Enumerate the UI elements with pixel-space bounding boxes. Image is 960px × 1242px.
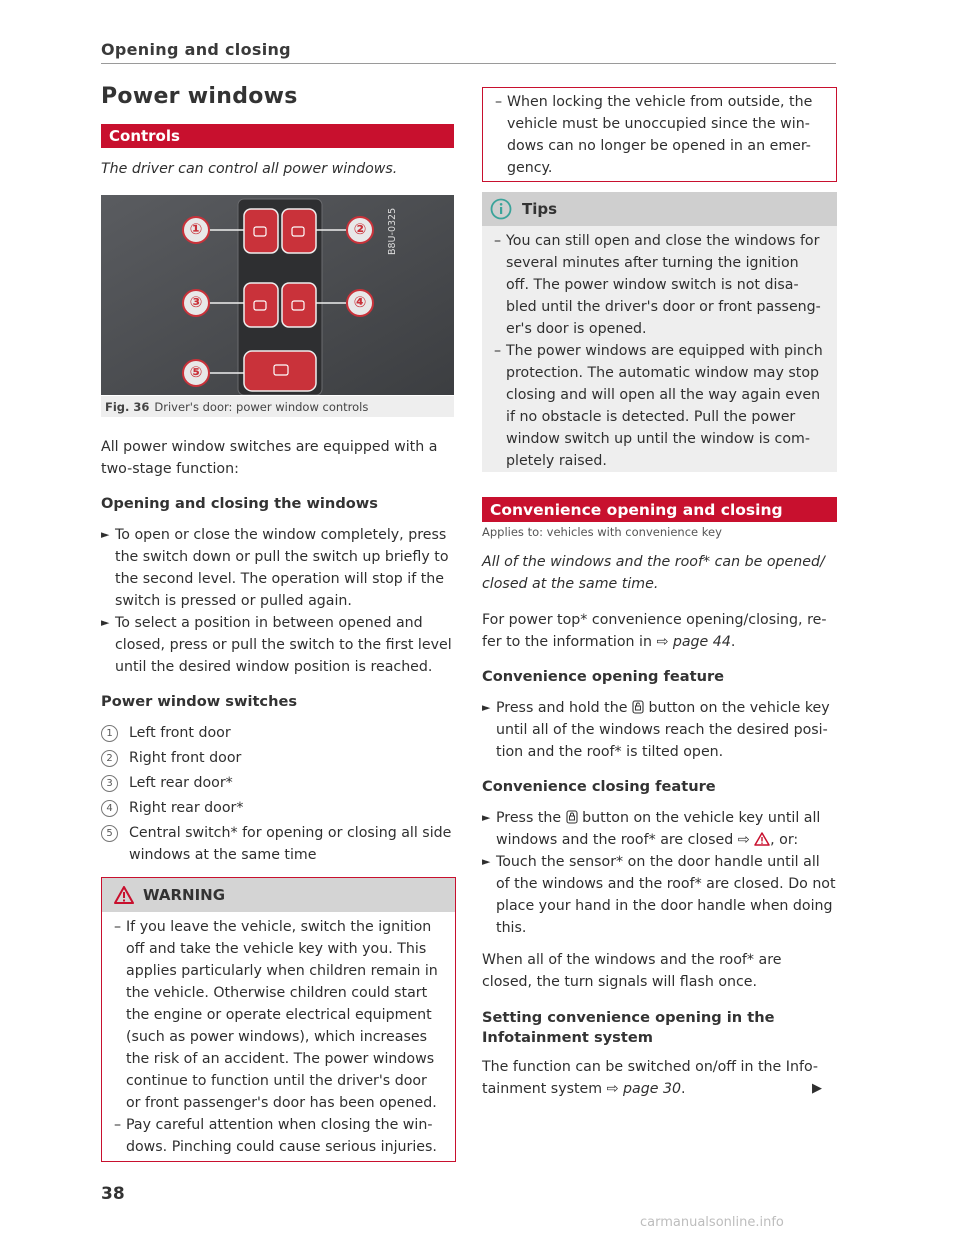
bullet-triangle-icon: ► <box>101 616 110 629</box>
text-line: protection. The automatic window may stop <box>506 365 820 381</box>
page-30-link[interactable]: ⇨ page 30 <box>606 1081 682 1097</box>
text-line: All power window switches are equipped with a <box>101 439 438 455</box>
figure-code: B8U-0325 <box>387 207 398 255</box>
warning-continued-box <box>482 87 837 182</box>
text-line: When locking the vehicle from outside, the <box>507 94 813 110</box>
warning-header <box>102 878 455 912</box>
number-circle-icon: 4 <box>101 800 118 817</box>
text-line: You can still open and close the windows for <box>506 233 820 249</box>
warning-item <box>102 916 455 1114</box>
dash-mark: – <box>114 919 122 935</box>
bullet-item <box>482 697 852 763</box>
subhead-infotainment-setting <box>482 1008 774 1048</box>
text-line: of the windows and the roof* are closed. Do not <box>496 876 836 892</box>
text-line: this. <box>496 920 527 936</box>
number-circle-icon: 3 <box>101 775 118 792</box>
text-line: Right rear door* <box>129 800 244 816</box>
text-line: switch is pressed or pulled again. <box>115 593 352 609</box>
text-line <box>496 697 852 719</box>
caption-label: Fig. 36 <box>105 399 150 414</box>
tips-title: Tips <box>522 200 558 218</box>
text-span: . <box>730 634 736 650</box>
text-line: All of the windows and the roof* can be opened/ <box>482 554 825 570</box>
text-line: The function can be switched on/off in the Info- <box>482 1059 819 1075</box>
text-line: The power windows are equipped with pinch <box>506 343 823 359</box>
subhead-convenience-closing: Convenience closing feature <box>482 778 716 795</box>
tips-box <box>482 192 837 472</box>
text-line: Touch the sensor* on the door handle until all <box>496 854 820 870</box>
switch-right-front <box>282 209 316 253</box>
figure-power-window-controls <box>101 195 454 395</box>
running-header: Opening and closing <box>101 40 291 59</box>
switch-item-2 <box>101 747 461 769</box>
text-line: if no obstacle is detected. Pull the power <box>506 409 796 425</box>
callout-5-label: ⑤ <box>189 363 203 381</box>
switch-item-3 <box>101 772 461 794</box>
text-span: Press the <box>496 810 566 826</box>
text-line: several minutes after turning the ignition <box>506 255 799 271</box>
convenience-bar: Convenience opening and closing <box>482 497 837 522</box>
text-line: bled until the driver's door or front passeng- <box>506 299 821 315</box>
number-circle-icon: 2 <box>101 750 118 767</box>
text-line: Left front door <box>129 725 231 741</box>
text-line <box>482 1078 852 1100</box>
text-line: the vehicle. Otherwise children could start <box>126 985 428 1001</box>
number-circle-icon: 5 <box>101 825 118 842</box>
header-rule <box>101 63 836 64</box>
text-line: When all of the windows and the roof* are <box>482 952 782 968</box>
switch-item-4 <box>101 797 461 819</box>
watermark: carmanualsonline.info <box>640 1215 784 1230</box>
tip-item <box>482 230 837 340</box>
text-line: off. The power window switch is not disa- <box>506 277 799 293</box>
subhead-convenience-opening: Convenience opening feature <box>482 668 725 685</box>
text-line: Right front door <box>129 750 242 766</box>
text-line: (such as power windows), which increases <box>126 1029 427 1045</box>
text-line: To select a position in between opened and <box>115 615 423 631</box>
text-line: closed, press or pull the switch to the first level <box>115 637 452 653</box>
text-line: until all of the windows reach the desired posi- <box>496 722 828 738</box>
text-line: Setting convenience opening in the <box>482 1009 775 1026</box>
lock-key-icon <box>566 810 578 824</box>
switch-panel-illustration <box>101 195 454 395</box>
continue-arrow-icon: ▶ <box>812 1081 822 1096</box>
text-span: button on the vehicle key <box>643 700 830 716</box>
info-icon <box>490 198 512 220</box>
switch-central <box>244 351 316 391</box>
unlock-key-icon <box>632 700 644 714</box>
text-line: applies particularly when children remain in <box>126 963 438 979</box>
warning-item <box>102 1114 455 1158</box>
page-44-link[interactable]: ⇨ page 44 <box>656 634 731 650</box>
bullet-triangle-icon: ► <box>482 701 491 714</box>
switch-item-1 <box>101 722 461 744</box>
switch-list <box>101 722 461 866</box>
text-line: place your hand in the door handle when doing <box>496 898 833 914</box>
text-line: er's door is opened. <box>506 321 647 337</box>
text-span: button on the vehicle key until all <box>577 810 821 826</box>
text-line: closing and will open all the way again even <box>506 387 821 403</box>
text-span: , or: <box>770 832 799 848</box>
warning-triangle-icon <box>114 886 134 904</box>
switch-left-front <box>244 209 278 253</box>
warning-body <box>102 912 455 1158</box>
text-line: windows at the same time <box>129 847 317 863</box>
tips-body <box>482 226 837 472</box>
bullet-triangle-icon: ► <box>482 855 491 868</box>
subhead-power-window-switches: Power window switches <box>101 693 298 710</box>
dash-mark: – <box>114 1117 122 1133</box>
text-line: the switch down or pull the switch up briefly to <box>115 549 449 565</box>
text-line: closed, the turn signals will flash once. <box>482 974 758 990</box>
text-line <box>496 829 852 851</box>
text-line: the engine or operate electrical equipment <box>126 1007 432 1023</box>
text-line: two-stage function: <box>101 461 239 477</box>
page-number: 38 <box>101 1184 125 1204</box>
warning-box <box>101 877 456 1162</box>
tips-header <box>482 192 837 226</box>
text-span: windows and the roof* are closed ⇨ <box>496 832 755 848</box>
text-line: the second level. The operation will stop if the <box>115 571 445 587</box>
text-line: window switch up until the window is com- <box>506 431 810 447</box>
dash-mark: – <box>495 94 503 110</box>
text-line: Left rear door* <box>129 775 233 791</box>
text-span: Press and hold the <box>496 700 632 716</box>
dash-mark: – <box>494 233 502 249</box>
text-span: . <box>681 1081 686 1097</box>
switch-left-rear <box>244 283 278 327</box>
text-line: Central switch* for opening or closing all side <box>129 825 452 841</box>
text-line: For power top* convenience opening/closing, re- <box>482 612 827 628</box>
text-line: gency. <box>507 160 553 176</box>
text-line: until the desired window position is reached. <box>115 659 433 675</box>
bullet-list-opening <box>101 524 461 678</box>
two-stage-paragraph <box>101 436 461 480</box>
convenience-intro <box>482 551 852 595</box>
text-line <box>496 807 852 829</box>
warning-item <box>483 91 836 179</box>
switch-right-rear <box>282 283 316 327</box>
text-span: tainment system <box>482 1081 607 1097</box>
bullet-item <box>101 524 461 612</box>
text-line: dows can no longer be opened in an emer- <box>507 138 811 154</box>
text-line: dows. Pinching could cause serious injuries. <box>126 1139 437 1155</box>
caption-text: Driver's door: power window controls <box>154 399 369 414</box>
text-line: off and take the vehicle key with you. This <box>126 941 427 957</box>
callout-3-label: ③ <box>189 293 203 311</box>
text-line: vehicle must be unoccupied since the win- <box>507 116 810 132</box>
tip-item <box>482 340 837 472</box>
callout-1-label: ① <box>189 220 203 238</box>
text-span: fer to the information in <box>482 634 657 650</box>
bullet-triangle-icon: ► <box>482 811 491 824</box>
text-line: the risk of an accident. The power windows <box>126 1051 435 1067</box>
callout-4-label: ④ <box>353 293 367 311</box>
text-line: To open or close the window completely, press <box>115 527 447 543</box>
convenience-closing-list <box>482 807 852 939</box>
controls-bar: Controls <box>101 124 454 148</box>
warning-ref-icon[interactable] <box>754 832 770 846</box>
figure-caption <box>101 396 454 417</box>
page-title: Power windows <box>101 84 298 109</box>
text-line: continue to function until the driver's door <box>126 1073 427 1089</box>
text-line <box>482 631 852 653</box>
text-line: or front passenger's door has been opened. <box>126 1095 437 1111</box>
text-line: pletely raised. <box>506 453 607 469</box>
dash-mark: – <box>494 343 502 359</box>
applies-to-note: Applies to: vehicles with convenience key <box>482 525 722 539</box>
bullet-triangle-icon: ► <box>101 528 110 541</box>
bullet-item <box>482 851 852 939</box>
warning-title: WARNING <box>143 886 226 904</box>
infotainment-paragraph <box>482 1056 852 1100</box>
controls-intro: The driver can control all power windows. <box>101 161 398 177</box>
text-line: closed at the same time. <box>482 576 659 592</box>
bullet-item <box>482 807 852 851</box>
callout-2-label: ② <box>353 220 367 238</box>
power-top-paragraph <box>482 609 852 653</box>
text-line: Pay careful attention when closing the win- <box>126 1117 433 1133</box>
text-line: If you leave the vehicle, switch the ignition <box>126 919 432 935</box>
turn-signal-paragraph <box>482 949 852 993</box>
text-line: tion and the roof* is tilted open. <box>496 744 724 760</box>
bullet-item <box>101 612 461 678</box>
text-line: Infotainment system <box>482 1029 653 1046</box>
convenience-opening-list <box>482 697 852 763</box>
switch-item-5 <box>101 822 461 866</box>
number-circle-icon: 1 <box>101 725 118 742</box>
subhead-opening-closing: Opening and closing the windows <box>101 495 378 512</box>
